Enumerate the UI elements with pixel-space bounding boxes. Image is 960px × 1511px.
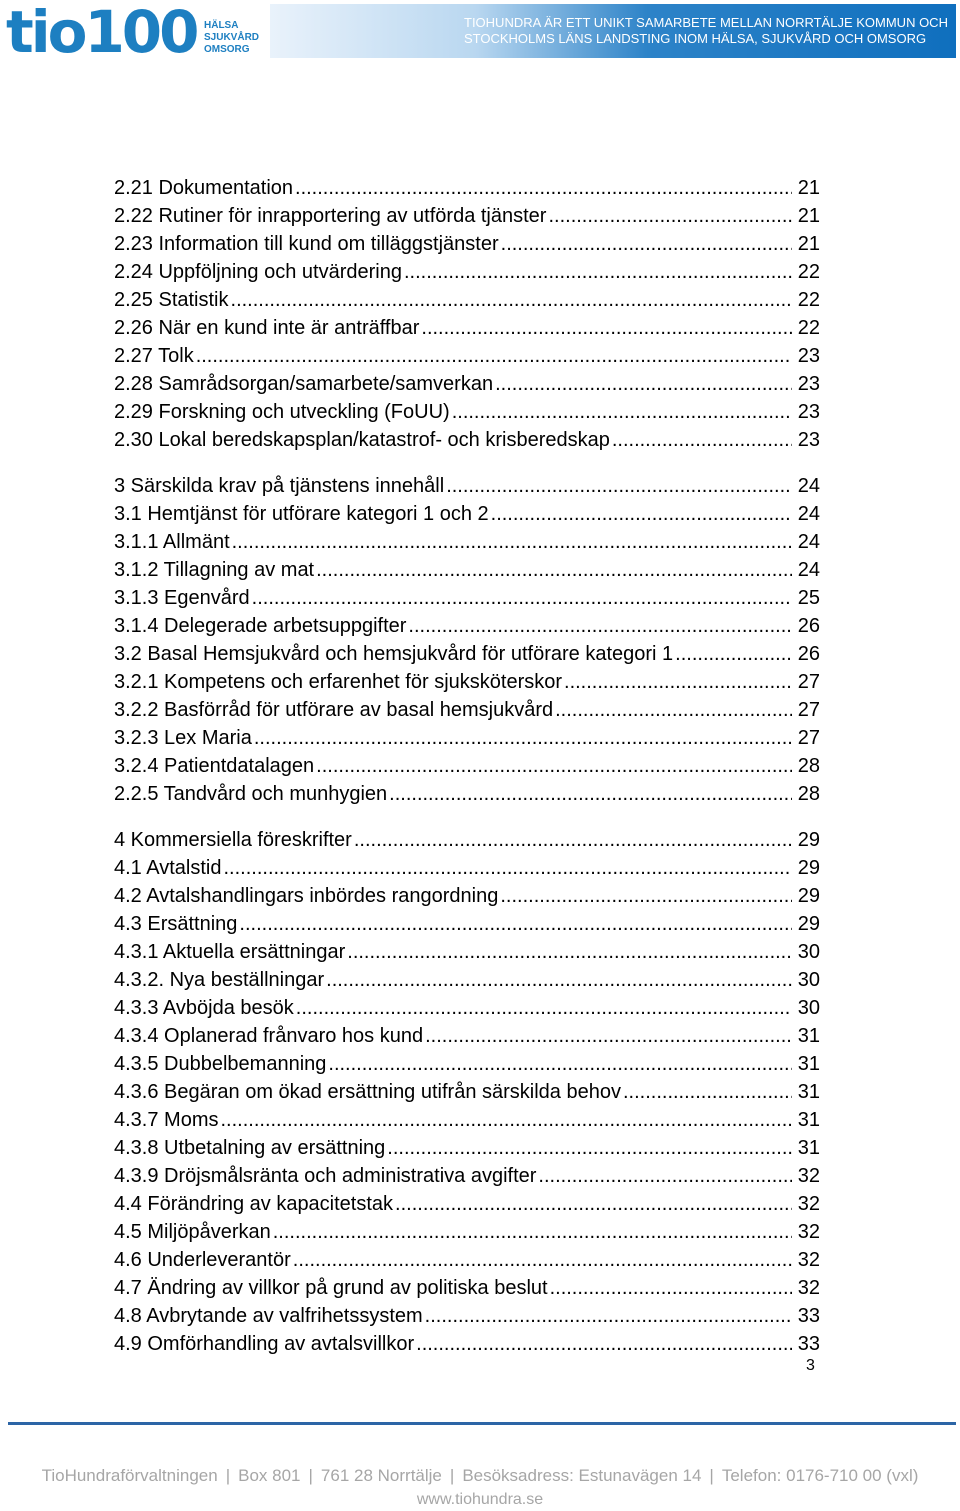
toc-entry[interactable] [114,641,820,667]
toc-entry[interactable] [114,995,820,1021]
toc-entry-title: 3.1.3 Egenvård [114,587,250,609]
toc-entry-title: 4.6 Underleverantör [114,1249,291,1271]
toc-entry-page: 22 [797,317,820,339]
toc-entry-title: 3.2.2 Basförråd för utförare av basal hemsjukvård [114,699,554,721]
toc-leader-dots [538,1163,792,1189]
toc-entry[interactable] [114,697,820,723]
toc-entry[interactable] [114,231,820,257]
toc-entry[interactable] [114,1191,820,1217]
toc-entry-page: 30 [797,969,820,991]
toc-entry-page: 33 [797,1305,820,1327]
toc-entry-title: 4.7 Ändring av villkor på grund av politiska beslut [114,1277,548,1299]
toc-entry[interactable] [114,1275,820,1301]
page-number: 3 [806,1357,815,1374]
toc-entry-title: 3.2.3 Lex Maria [114,727,252,749]
toc-entry-page: 32 [797,1249,820,1271]
toc-entry-page: 31 [797,1137,820,1159]
toc-entry[interactable] [114,259,820,285]
toc-entry-title: 3 Särskilda krav på tjänstens innehåll [114,475,445,497]
toc-entry[interactable] [114,371,820,397]
toc-entry-title: 4.9 Omförhandling av avtalsvillkor [114,1333,415,1355]
footer-separator: | [225,1466,231,1485]
toc-entry[interactable] [114,827,820,853]
toc-entry-page: 29 [797,857,820,879]
toc-leader-dots [296,995,792,1021]
footer-separator: | [709,1466,714,1485]
toc-entry-page: 24 [797,531,820,553]
toc-entry-page: 29 [797,913,820,935]
toc-leader-dots [395,1191,792,1217]
toc-entry-title: 4.2 Avtalshandlingars inbördes rangordning [114,885,499,907]
toc-entry-title: 4.3 Ersättning [114,913,238,935]
toc-entry-title: 2.2.5 Tandvård och munhygien [114,783,388,805]
toc-entry[interactable] [114,613,820,639]
toc-entry-title: 4 Kommersiella föreskrifter [114,829,352,851]
toc-entry-title: 4.3.8 Utbetalning av ersättning [114,1137,386,1159]
toc-entry-title: 2.22 Rutiner för inrapportering av utförda tjänster [114,205,547,227]
toc-entry[interactable] [114,781,820,807]
toc-entry[interactable] [114,1079,820,1105]
toc-entry-title: 4.4 Förändring av kapacitetstak [114,1193,394,1215]
toc-leader-dots [232,529,792,555]
toc-entry[interactable] [114,1247,820,1273]
toc-entry-page: 23 [797,373,820,395]
toc-entry-title: 2.21 Dokumentation [114,177,294,199]
toc-entry-page: 22 [797,261,820,283]
toc-entry-title: 4.3.9 Dröjsmålsränta och administrativa avgifter [114,1165,537,1187]
toc-leader-dots [273,1219,792,1245]
toc-entry-page: 32 [797,1193,820,1215]
toc-entry-page: 24 [797,503,820,525]
toc-entry-page: 32 [797,1221,820,1243]
toc-leader-dots [555,697,792,723]
toc-leader-dots [500,883,792,909]
toc-entry[interactable] [114,287,820,313]
toc-leader-dots [295,175,792,201]
toc-entry-page: 21 [797,205,820,227]
toc-entry[interactable] [114,585,820,611]
toc-leader-dots [675,641,792,667]
tiohundra-logo: tio100 [6,0,197,66]
toc-entry-page: 27 [797,727,820,749]
footer-address-part: Besöksadress: Estunavägen 14 [462,1466,702,1485]
toc-entry[interactable] [114,939,820,965]
toc-entry[interactable] [114,473,820,499]
toc-entry[interactable] [114,1331,820,1357]
toc-leader-dots [220,1107,792,1133]
toc-entry-title: 4.8 Avbrytande av valfrihetssystem [114,1305,423,1327]
toc-leader-dots [196,343,792,369]
toc-leader-dots [354,827,792,853]
toc-entry-title: 4.3.1 Aktuella ersättningar [114,941,346,963]
toc-leader-dots [452,399,792,425]
toc-entry-title: 4.5 Miljöpåverkan [114,1221,271,1243]
toc-entry-title: 4.3.7 Moms [114,1109,219,1131]
toc-entry-page: 32 [797,1277,820,1299]
toc-leader-dots [389,781,792,807]
toc-entry-title: 2.23 Information till kund om tilläggstjänster [114,233,499,255]
toc-entry-page: 24 [797,475,820,497]
toc-entry[interactable] [114,501,820,527]
toc-entry[interactable] [114,753,820,779]
toc-entry[interactable] [114,1051,820,1077]
toc-leader-dots [491,501,792,527]
toc-entry[interactable] [114,1135,820,1161]
toc-entry-title: 3.1 Hemtjänst för utförare kategori 1 och 2 [114,503,489,525]
toc-entry-page: 31 [797,1025,820,1047]
toc-leader-dots [316,753,792,779]
toc-entry-title: 3.2.4 Patientdatalagen [114,755,315,777]
logo-tagline-line: SJUKVÅRD [204,32,260,43]
toc-entry-page: 32 [797,1165,820,1187]
footer-separator: | [449,1466,455,1485]
toc-leader-dots [416,1331,792,1357]
toc-entry-title: 2.27 Tolk [114,345,194,367]
toc-entry-page: 23 [797,429,820,451]
toc-entry-title: 4.3.6 Begäran om ökad ersättning utifrån särskilda behov [114,1081,621,1103]
toc-entry-title: 2.26 När en kund inte är anträffbar [114,317,420,339]
logo-tagline-line: OMSORG [204,44,250,55]
toc-leader-dots [326,967,792,993]
toc-entry-page: 26 [797,615,820,637]
footer-address [0,1466,960,1486]
toc-entry-page: 31 [797,1109,820,1131]
toc-leader-dots [612,427,792,453]
toc-leader-dots [425,1303,792,1329]
toc-leader-dots [421,315,792,341]
footer-divider [8,1422,956,1425]
toc-entry-page: 24 [797,559,820,581]
toc-leader-dots [495,371,792,397]
toc-entry[interactable] [114,399,820,425]
toc-entry-page: 25 [797,587,820,609]
toc-entry[interactable] [114,343,820,369]
toc-entry[interactable] [114,883,820,909]
toc-entry-page: 26 [797,643,820,665]
toc-entry-title: 3.1.4 Delegerade arbetsuppgifter [114,615,407,637]
toc-leader-dots [408,613,792,639]
toc-leader-dots [239,911,792,937]
toc-leader-dots [347,939,792,965]
toc-entry-title: 4.3.2. Nya beställningar [114,969,325,991]
toc-leader-dots [501,231,792,257]
page-header [0,0,960,64]
toc-entry[interactable] [114,1163,820,1189]
toc-entry-page: 33 [797,1333,820,1355]
footer-address-part: TioHundraförvaltningen [41,1466,218,1485]
header-banner [270,4,956,58]
toc-entry[interactable] [114,427,820,453]
toc-entry[interactable] [114,725,820,751]
toc-entry[interactable] [114,175,820,201]
footer-separator: | [308,1466,313,1485]
toc-entry-page: 27 [797,671,820,693]
toc-entry-title: 2.28 Samrådsorgan/samarbete/samverkan [114,373,494,395]
toc-entry-page: 28 [797,755,820,777]
footer-address-part: Telefon: 0176-710 00 (vxl) [721,1466,919,1485]
toc-entry-page: 30 [797,997,820,1019]
toc-entry[interactable] [114,1219,820,1245]
toc-entry-title: 2.25 Statistik [114,289,229,311]
toc-entry-page: 29 [797,885,820,907]
toc-entry-page: 21 [797,233,820,255]
toc-entry[interactable] [114,1023,820,1049]
toc-entry[interactable] [114,967,820,993]
toc-entry-title: 3.1.2 Tillagning av mat [114,559,315,581]
footer-address-part: Box 801 [238,1466,301,1485]
toc-entry-title: 4.3.3 Avböjda besök [114,997,294,1019]
toc-entry[interactable] [114,911,820,937]
toc-leader-dots [223,855,792,881]
toc-entry-title: 2.29 Forskning och utveckling (FoUU) [114,401,450,423]
toc-leader-dots [404,259,792,285]
toc-entry[interactable] [114,1303,820,1329]
toc-entry-title: 3.2.1 Kompetens och erfarenhet för sjuksköterskor [114,671,563,693]
toc-entry-page: 31 [797,1053,820,1075]
toc-entry-title: 3.2 Basal Hemsjukvård och hemsjukvård för utförare kategori 1 [114,643,674,665]
toc-entry[interactable] [114,203,820,229]
toc-entry[interactable] [114,529,820,555]
toc-entry[interactable] [114,1107,820,1133]
toc-entry[interactable] [114,557,820,583]
toc-leader-dots [387,1135,792,1161]
toc-entry-page: 27 [797,699,820,721]
banner-line: STOCKHOLMS LÄNS LANDSTING INOM HÄLSA, SJUKVÅRD OCH OMSORG [464,31,927,46]
logo-tagline-line: HÄLSA [204,20,239,31]
toc-entry-title: 2.30 Lokal beredskapsplan/katastrof- och krisberedskap [114,429,610,451]
toc-leader-dots [328,1051,792,1077]
toc-entry[interactable] [114,855,820,881]
toc-leader-dots [446,473,792,499]
toc-entry-title: 4.1 Avtalstid [114,857,222,879]
toc-entry-page: 23 [797,401,820,423]
toc-leader-dots [316,557,792,583]
toc-leader-dots [231,287,792,313]
toc-entry-page: 21 [797,177,820,199]
toc-leader-dots [254,725,792,751]
toc-entry-page: 22 [797,289,820,311]
toc-leader-dots [293,1247,792,1273]
toc-leader-dots [425,1023,792,1049]
toc-entry-page: 23 [797,345,820,367]
toc-entry-page: 30 [797,941,820,963]
toc-entry-page: 31 [797,1081,820,1103]
toc-entry[interactable] [114,315,820,341]
toc-entry-title: 4.3.4 Oplanerad frånvaro hos kund [114,1025,424,1047]
toc-leader-dots [550,1275,792,1301]
toc-entry-title: 3.1.1 Allmänt [114,531,230,553]
toc-leader-dots [623,1079,792,1105]
toc-entry-title: 2.24 Uppföljning och utvärdering [114,261,402,283]
footer-address-part: 761 28 Norrtälje [320,1466,442,1485]
footer-website: www.tiohundra.se [416,1491,544,1508]
toc-leader-dots [548,203,792,229]
logo-tagline [204,20,270,56]
toc-entry-title: 4.3.5 Dubbelbemanning [114,1053,327,1075]
banner-text [464,15,948,47]
toc-leader-dots [252,585,792,611]
toc-entry[interactable] [114,669,820,695]
toc-entry-page: 29 [797,829,820,851]
toc-entry-page: 28 [797,783,820,805]
banner-line: TIOHUNDRA ÄR ETT UNIKT SAMARBETE MELLAN NORRTÄLJE KOMMUN OCH [464,15,948,30]
toc-leader-dots [564,669,792,695]
